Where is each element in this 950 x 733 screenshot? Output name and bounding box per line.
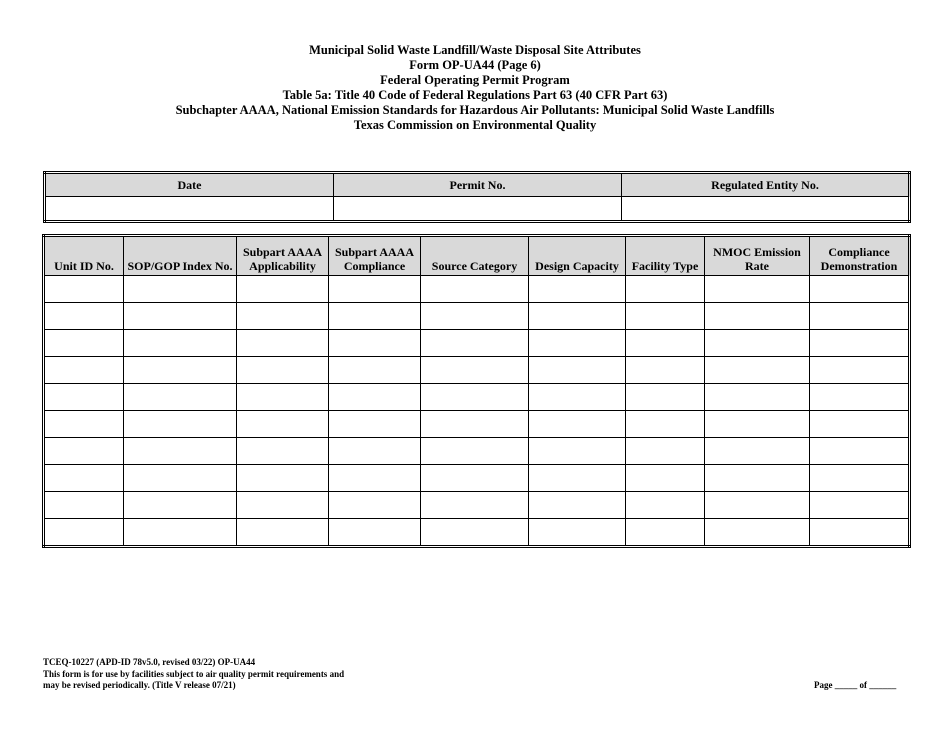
table-cell[interactable] [237, 438, 329, 465]
unit-table-body [44, 276, 910, 547]
footer-form-id: TCEQ-10227 (APD-ID 78v5.0, revised 03/22) OP-UA44 [43, 657, 256, 667]
table-cell[interactable] [329, 519, 421, 547]
table-cell[interactable] [421, 303, 529, 330]
form-number: Form OP-UA44 (Page 6) [409, 58, 541, 72]
unit-table-header-row [44, 236, 910, 276]
table-cell[interactable] [529, 357, 626, 384]
table-cell[interactable] [329, 303, 421, 330]
table-cell[interactable] [44, 519, 124, 547]
table-cell[interactable] [529, 303, 626, 330]
table-cell[interactable] [626, 330, 705, 357]
table-cell[interactable] [421, 465, 529, 492]
table-cell[interactable] [237, 384, 329, 411]
form-header [0, 43, 950, 133]
table-cell[interactable] [237, 303, 329, 330]
facility-type-header: Facility Type [626, 236, 705, 276]
table-cell[interactable] [421, 519, 529, 547]
table-cell[interactable] [529, 330, 626, 357]
table-cell[interactable] [705, 438, 810, 465]
table-cell[interactable] [124, 465, 237, 492]
table-cell[interactable] [529, 276, 626, 303]
table-cell[interactable] [124, 303, 237, 330]
table-cell[interactable] [705, 519, 810, 547]
form-title: Municipal Solid Waste Landfill/Waste Disposal Site Attributes [309, 43, 641, 57]
table-cell[interactable] [705, 303, 810, 330]
regulated-entity-header: Regulated Entity No. [622, 173, 910, 197]
table-cell[interactable] [705, 357, 810, 384]
table-cell[interactable] [529, 384, 626, 411]
table-cell[interactable] [810, 276, 910, 303]
table-row [44, 330, 910, 357]
regulated-entity-field[interactable] [622, 197, 910, 222]
unit-attributes-table [42, 234, 911, 548]
table-cell[interactable] [44, 276, 124, 303]
table-cell[interactable] [44, 384, 124, 411]
table-cell[interactable] [421, 330, 529, 357]
table-cell[interactable] [124, 438, 237, 465]
table-cell[interactable] [421, 438, 529, 465]
date-field[interactable] [45, 197, 334, 222]
table-cell[interactable] [329, 384, 421, 411]
table-cell[interactable] [810, 438, 910, 465]
table-cell[interactable] [329, 438, 421, 465]
table-cell[interactable] [44, 411, 124, 438]
table-cell[interactable] [237, 519, 329, 547]
table-cell[interactable] [810, 384, 910, 411]
table-cell[interactable] [529, 411, 626, 438]
table-cell[interactable] [237, 465, 329, 492]
table-cell[interactable] [44, 492, 124, 519]
table-cell[interactable] [705, 492, 810, 519]
subpart-aaaa-compliance-header: Subpart AAAA Compliance [329, 236, 421, 276]
table-cell[interactable] [810, 411, 910, 438]
table-cell[interactable] [124, 492, 237, 519]
compliance-demonstration-header: Compliance Demonstration [810, 236, 910, 276]
table-cell[interactable] [237, 411, 329, 438]
table-cell[interactable] [44, 465, 124, 492]
table-row [44, 357, 910, 384]
table-cell[interactable] [626, 303, 705, 330]
table-cell[interactable] [237, 357, 329, 384]
agency-name: Texas Commission on Environmental Quality [353, 118, 597, 132]
table-cell[interactable] [237, 492, 329, 519]
table-cell[interactable] [810, 303, 910, 330]
date-header: Date [45, 173, 334, 197]
permit-no-header: Permit No. [334, 173, 622, 197]
table-cell[interactable] [626, 384, 705, 411]
table-cell[interactable] [705, 384, 810, 411]
table-cell[interactable] [329, 411, 421, 438]
table-cell[interactable] [626, 519, 705, 547]
subpart-aaaa-applicability-header: Subpart AAAA Applicability [237, 236, 329, 276]
table-cell[interactable] [124, 330, 237, 357]
table-cell[interactable] [329, 330, 421, 357]
table-cell[interactable] [529, 492, 626, 519]
table-cell[interactable] [810, 465, 910, 492]
table-cell[interactable] [810, 519, 910, 547]
table-cell[interactable] [705, 411, 810, 438]
table-cell[interactable] [810, 330, 910, 357]
permit-info-table [43, 171, 911, 223]
table-row [44, 465, 910, 492]
table-cell[interactable] [329, 492, 421, 519]
table-cell[interactable] [44, 330, 124, 357]
footer-revision-note: may be revised periodically. (Title V release 07/21) [43, 680, 236, 690]
table-cell[interactable] [124, 276, 237, 303]
table-row [44, 411, 910, 438]
table-title: Table 5a: Title 40 Code of Federal Regulations Part 63 (40 CFR Part 63) [282, 88, 668, 102]
table-row [44, 384, 910, 411]
program-name: Federal Operating Permit Program [380, 73, 570, 87]
table-cell[interactable] [329, 276, 421, 303]
footer-usage-note: This form is for use by facilities subject to air quality permit requirements and [43, 668, 345, 679]
table-row [44, 519, 910, 547]
table-cell[interactable] [329, 357, 421, 384]
subchapter-title: Subchapter AAAA, National Emission Standards for Hazardous Air Pollutants: Municipal Solid Waste Landfills [175, 103, 775, 117]
table-cell[interactable] [421, 357, 529, 384]
table-row [44, 303, 910, 330]
permit-no-field[interactable] [334, 197, 622, 222]
table-cell[interactable] [124, 519, 237, 547]
table-cell[interactable] [237, 330, 329, 357]
table-cell[interactable] [124, 357, 237, 384]
table-cell[interactable] [705, 276, 810, 303]
table-cell[interactable] [626, 276, 705, 303]
table-row [44, 276, 910, 303]
design-capacity-header: Design Capacity [529, 236, 626, 276]
table-cell[interactable] [626, 438, 705, 465]
table-cell[interactable] [705, 330, 810, 357]
table-cell[interactable] [421, 276, 529, 303]
table-cell[interactable] [626, 411, 705, 438]
sop-gop-index-header: SOP/GOP Index No. [124, 236, 237, 276]
table-cell[interactable] [626, 465, 705, 492]
form-footer [43, 657, 344, 692]
page-number: Page _____ of ______ [814, 680, 897, 690]
table-cell[interactable] [44, 357, 124, 384]
table-cell[interactable] [529, 438, 626, 465]
table-cell[interactable] [421, 492, 529, 519]
table-cell[interactable] [44, 303, 124, 330]
table-cell[interactable] [421, 411, 529, 438]
table-cell[interactable] [810, 492, 910, 519]
table-cell[interactable] [626, 492, 705, 519]
table-cell[interactable] [421, 384, 529, 411]
table-cell[interactable] [705, 465, 810, 492]
table-row [44, 438, 910, 465]
table-cell[interactable] [124, 384, 237, 411]
table-cell[interactable] [810, 357, 910, 384]
table-cell[interactable] [44, 438, 124, 465]
unit-id-header: Unit ID No. [44, 236, 124, 276]
table-cell[interactable] [529, 465, 626, 492]
table-cell[interactable] [124, 411, 237, 438]
table-cell[interactable] [237, 276, 329, 303]
table-cell[interactable] [529, 519, 626, 547]
table-cell[interactable] [626, 357, 705, 384]
nmoc-emission-rate-header: NMOC Emission Rate [705, 236, 810, 276]
source-category-header: Source Category [421, 236, 529, 276]
table-cell[interactable] [329, 465, 421, 492]
table-row [44, 492, 910, 519]
